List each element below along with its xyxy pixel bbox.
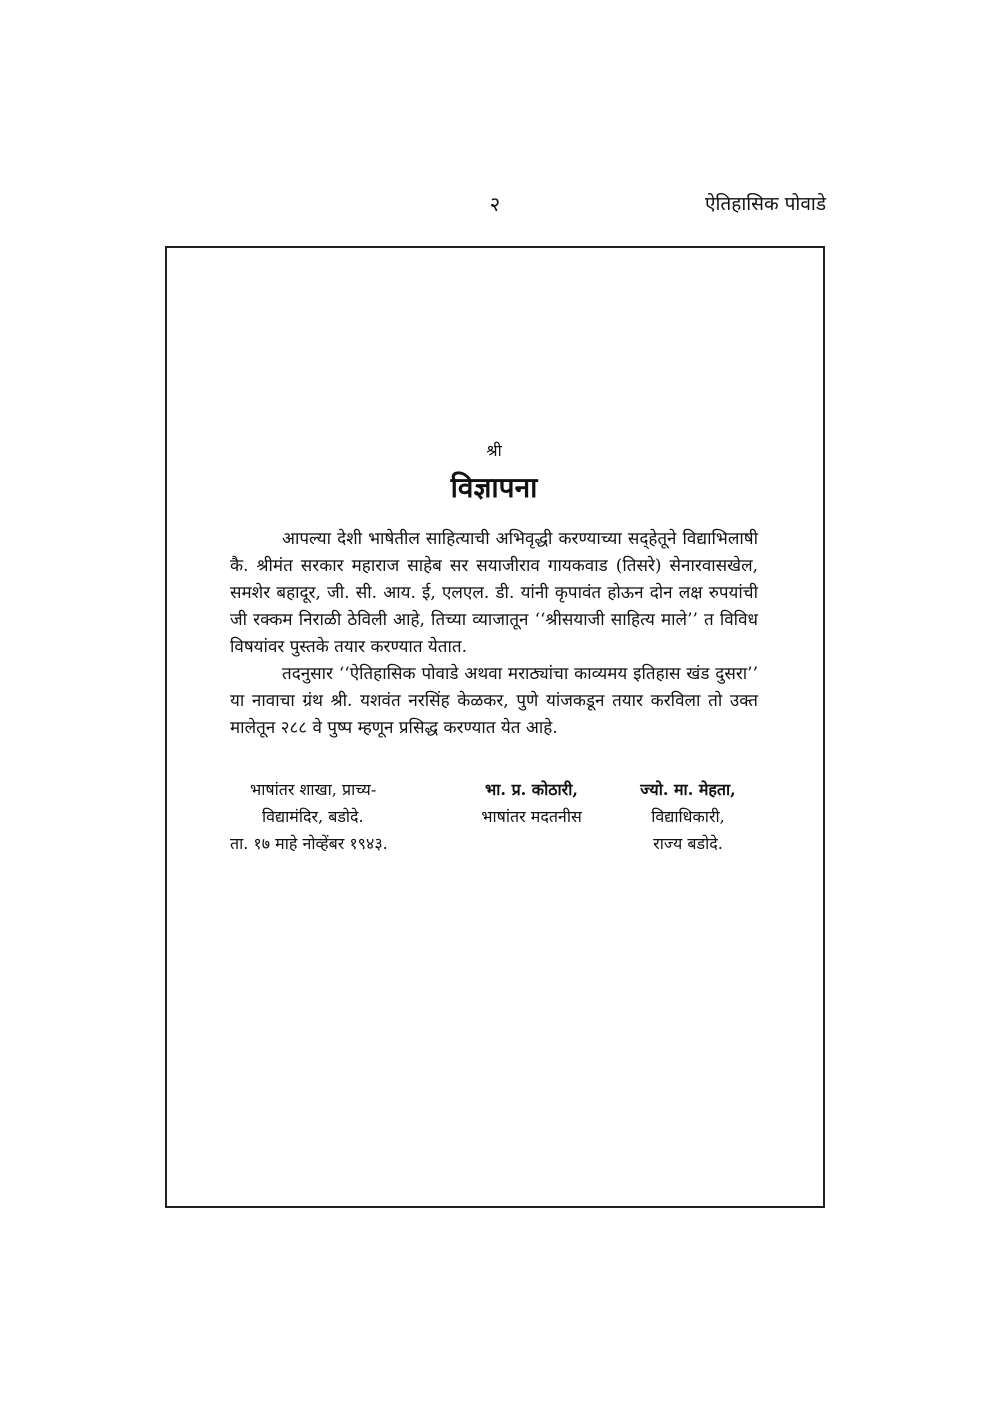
office-address xyxy=(230,776,445,857)
signature-block xyxy=(230,776,758,857)
running-header-title: ऐतिहासिक पोवाडे xyxy=(704,193,826,215)
signatory-translator xyxy=(457,776,607,857)
officer-name: ज्यो. मा. मेहता, xyxy=(640,780,736,799)
officer-role: विद्याधिकारी, xyxy=(651,807,725,826)
page-number: २ xyxy=(489,192,501,216)
office-line-2: विद्यामंदिर, बडोदे. xyxy=(262,807,364,826)
notice-title: विज्ञापना xyxy=(450,471,538,504)
notice-paragraph-1: आपल्या देशी भाषेतील साहित्याची अभिवृद्धी करण्याच्या सद्हेतूने विद्याभिलाषी कै. श्रीमंत सरकार महाराज साहेब सर सयाजीराव गायकवाड (तिसरे) सेनारवासखेल, समशेर बहादूर, जी. सी. आय. ई, एलएल. डी. यांनी कृपावंत होऊन दोन लक्ष रुपयांची जी रक्कम निराळी ठेविली आहे, तिच्या व्याजातून ‘‘श्रीसयाजी साहित्य माले’’ त विविध विषयांवर पुस्तके तयार करण्यात येतात. xyxy=(230,529,758,657)
office-line-1: भाषांतर शाखा, प्राच्य- xyxy=(250,780,377,799)
signatory-officer xyxy=(618,776,758,857)
translator-role: भाषांतर मदतनीस xyxy=(481,807,582,826)
date-line: ता. १७ माहे नोव्हेंबर १९४३. xyxy=(230,834,388,853)
officer-place: राज्य बडोदे. xyxy=(653,834,723,853)
translator-name: भा. प्र. कोठारी, xyxy=(485,780,578,799)
notice-paragraph-2: तदनुसार ‘‘ऐतिहासिक पोवाडे अथवा मराठ्यांचा काव्यमय इतिहास खंड दुसरा’’ या नावाचा ग्रंथ श्री. यशवंत नरसिंह केळकर, पुणे यांजकडून तयार करविला तो उक्त मालेतून २८८ वे पुष्प म्हणून प्रसिद्ध करण्यात येत आहे. xyxy=(230,664,758,738)
invocation-text: श्री xyxy=(486,441,502,460)
notice-content xyxy=(230,440,758,857)
